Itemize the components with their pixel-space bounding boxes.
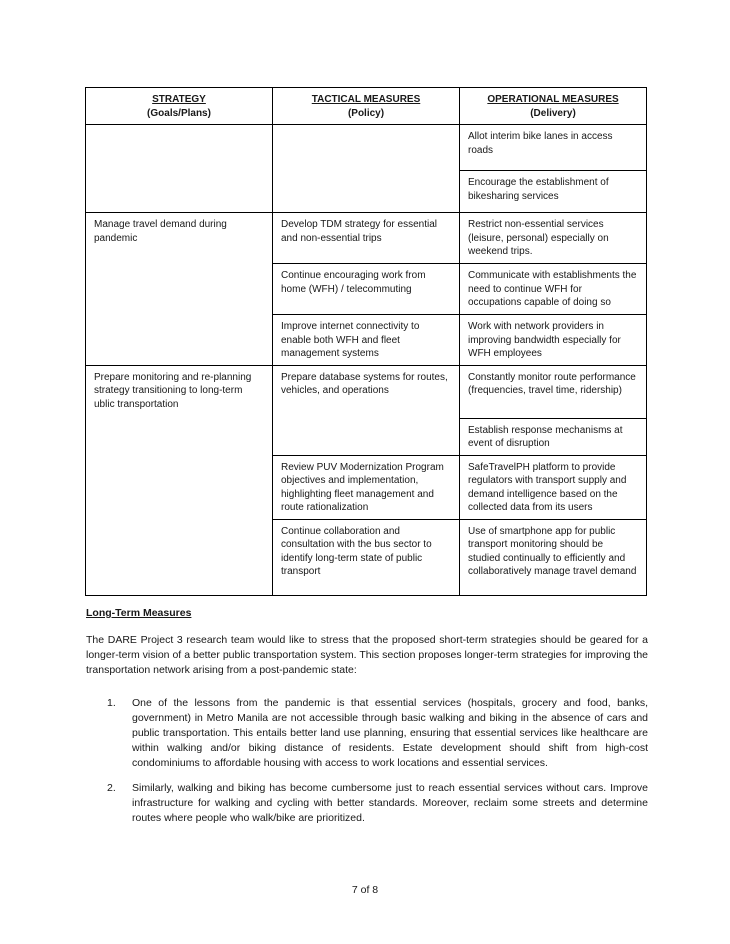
column-header-tactical-subtitle: (Policy) [347, 107, 385, 119]
column-header-operational-title: OPERATIONAL MEASURES [487, 94, 619, 105]
strategy-measures-table [85, 87, 647, 596]
column-header-operational-subtitle: (Delivery) [530, 107, 576, 119]
operational-cell: Restrict non-essential services (leisure, personal) especially on weekend trips. [460, 213, 647, 264]
column-header-strategy [86, 88, 273, 125]
strategy-cell: Prepare monitoring and re-planning strategy transitioning to long-term ublic transportation [86, 365, 273, 595]
column-header-operational [460, 88, 647, 125]
column-header-strategy-title: STRATEGY [152, 94, 206, 105]
list-item-number: 1. [107, 697, 116, 709]
operational-cell: Communicate with establishments the need to continue WFH for occupations capable of doing so [460, 264, 647, 315]
intro-paragraph: The DARE Project 3 research team would like to stress that the proposed short-term strategies should be geared for a longer-term vision of a better public transportation system. This section proposes longer-term strategies for improving the transportation network arising from a post-pandemic state: [86, 634, 648, 676]
table-row [86, 365, 647, 418]
section-heading: Long-Term Measures [86, 607, 192, 619]
operational-cell: Establish response mechanisms at event of disruption [460, 418, 647, 455]
list-item-text: One of the lessons from the pandemic is that essential services (hospitals, grocery and food, banks, government) in Metro Manila are not accessible through basic walking and biking in the absence of cars and public transportation. This entails better land use planning, ensuring that essential services like healthcare are within walking and/or biking distance of residents. Estate development should shift from high-cost condominiums to affordable housing with access to work locations and essential services. [132, 697, 648, 769]
operational-cell: Encourage the establishment of bikesharing services [460, 171, 647, 213]
long-term-measures-section [86, 606, 648, 836]
numbered-list [86, 696, 648, 826]
column-header-tactical [273, 88, 460, 125]
operational-cell: Constantly monitor route performance (frequencies, travel time, ridership) [460, 365, 647, 418]
tactical-cell: Continue collaboration and consultation with the bus sector to identify long-term state of public transport [273, 519, 460, 595]
tactical-cell-empty [273, 125, 460, 213]
operational-cell: Work with network providers in improving bandwidth especially for WFH employees [460, 315, 647, 366]
tactical-cell: Review PUV Modernization Program objectives and implementation, highlighting fleet management and route rationalization [273, 455, 460, 519]
tactical-cell: Improve internet connectivity to enable both WFH and fleet management systems [273, 315, 460, 366]
tactical-cell: Develop TDM strategy for essential and non-essential trips [273, 213, 460, 264]
tactical-cell: Continue encouraging work from home (WFH) / telecommuting [273, 264, 460, 315]
table-header-row [86, 88, 647, 125]
list-item [107, 781, 648, 826]
strategy-cell-empty [86, 125, 273, 213]
column-header-tactical-title: TACTICAL MEASURES [311, 94, 421, 105]
strategy-cell: Manage travel demand during pandemic [86, 213, 273, 366]
operational-cell: Use of smartphone app for public transport monitoring should be studied continually to efficiently and collaboratively manage travel demand [460, 519, 647, 595]
list-item-text: Similarly, walking and biking has become cumbersome just to reach essential services without cars. Improve infrastructure for walking and cycling with better standards. Moreover, reclaim some streets and determine routes where people who walk/bike are prioritized. [132, 782, 648, 824]
operational-cell: Allot interim bike lanes in access roads [460, 125, 647, 171]
table-row [86, 125, 647, 171]
operational-cell: SafeTravelPH platform to provide regulators with transport supply and demand intelligence based on the collected data from its users [460, 455, 647, 519]
tactical-cell: Prepare database systems for routes, vehicles, and operations [273, 365, 460, 455]
list-item-number: 2. [107, 782, 116, 794]
column-header-strategy-subtitle: (Goals/Plans) [147, 107, 211, 119]
table-row [86, 213, 647, 264]
list-item [107, 696, 648, 771]
page-number: 7 of 8 [351, 884, 379, 896]
